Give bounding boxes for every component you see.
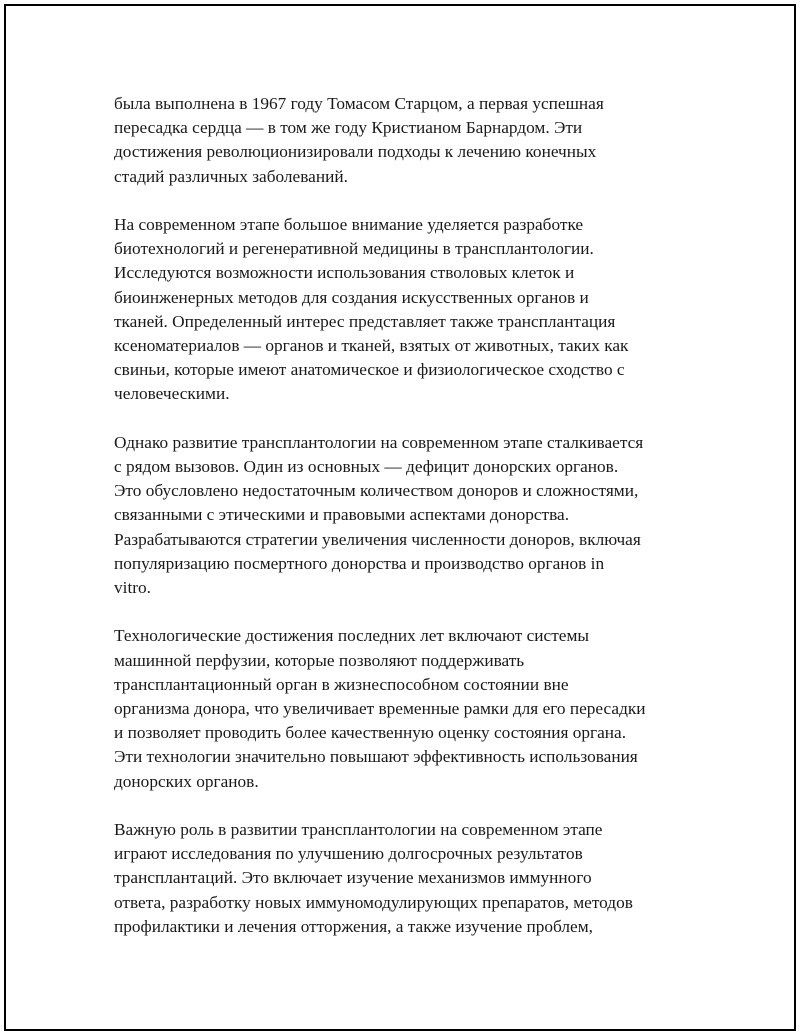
text-line: На современном этапе большое внимание уделяется разработке (114, 215, 584, 234)
text-line: трансплантационный орган в жизнеспособном состоянии вне (114, 674, 569, 694)
document-body (114, 92, 694, 963)
text-line: с рядом вызовов. Один из основных — дефицит донорских органов. (114, 457, 619, 477)
text-line: свиньи, которые имеют анатомическое и физиологическое сходство с (114, 360, 625, 380)
text-line: машинной перфузии, которые позволяют поддерживать (114, 650, 525, 670)
text-line: и позволяет проводить более качественную оценку состояния органа. (114, 723, 627, 743)
text-line: ксеноматериалов — органов и тканей, взятых от животных, таких как (114, 336, 629, 356)
paragraph-history (114, 92, 694, 189)
text-line: популяризацию посмертного донорства и производство органов in (114, 553, 605, 573)
paragraph-donor-shortage (114, 431, 694, 600)
text-line: vitro. (114, 578, 151, 598)
text-line: была выполнена в 1967 году Томасом Старцом, а первая успешная (114, 94, 604, 113)
paragraph-long-term-results (114, 818, 694, 939)
text-line: Технологические достижения последних лет включают системы (114, 626, 589, 646)
text-line: Эти технологии значительно повышают эффективность использования (114, 747, 638, 767)
text-line: играют исследования по улучшению долгосрочных результатов (114, 844, 583, 864)
text-line: тканей. Определенный интерес представляет также трансплантация (114, 311, 616, 331)
text-line: Однако развитие трансплантологии на современном этапе сталкивается (114, 432, 644, 452)
text-line: биоинженерных методов для создания искусственных органов и (114, 287, 589, 307)
paragraph-machine-perfusion (114, 624, 694, 793)
text-line: ответа, разработку новых иммуномодулирующих препаратов, методов (114, 892, 633, 912)
text-line: донорских органов. (114, 771, 259, 791)
text-line: Это обусловлено недостаточным количеством доноров и сложностями, (114, 481, 639, 501)
text-line: Важную роль в развитии трансплантологии на современном этапе (114, 820, 603, 840)
text-line: биотехнологий и регенеративной медицины в трансплантологии. (114, 239, 594, 259)
text-line: стадий различных заболеваний. (114, 166, 348, 186)
text-line: Разрабатываются стратегии увеличения численности доноров, включая (114, 529, 641, 549)
text-line: трансплантаций. Это включает изучение механизмов иммунного (114, 868, 592, 888)
text-line: человеческими. (114, 384, 230, 404)
paragraph-biotechnology (114, 213, 694, 407)
text-line: организма донора, что увеличивает временные рамки для его пересадки (114, 699, 646, 719)
text-line: профилактики и лечения отторжения, а также изучение проблем, (114, 916, 593, 936)
text-line: связанными с этическими и правовыми аспектами донорства. (114, 505, 570, 525)
text-line: достижения революционизировали подходы к лечению конечных (114, 142, 597, 162)
text-line: пересадка сердца — в том же году Кристианом Барнардом. Эти (114, 118, 583, 138)
text-line: Исследуются возможности использования стволовых клеток и (114, 263, 575, 283)
